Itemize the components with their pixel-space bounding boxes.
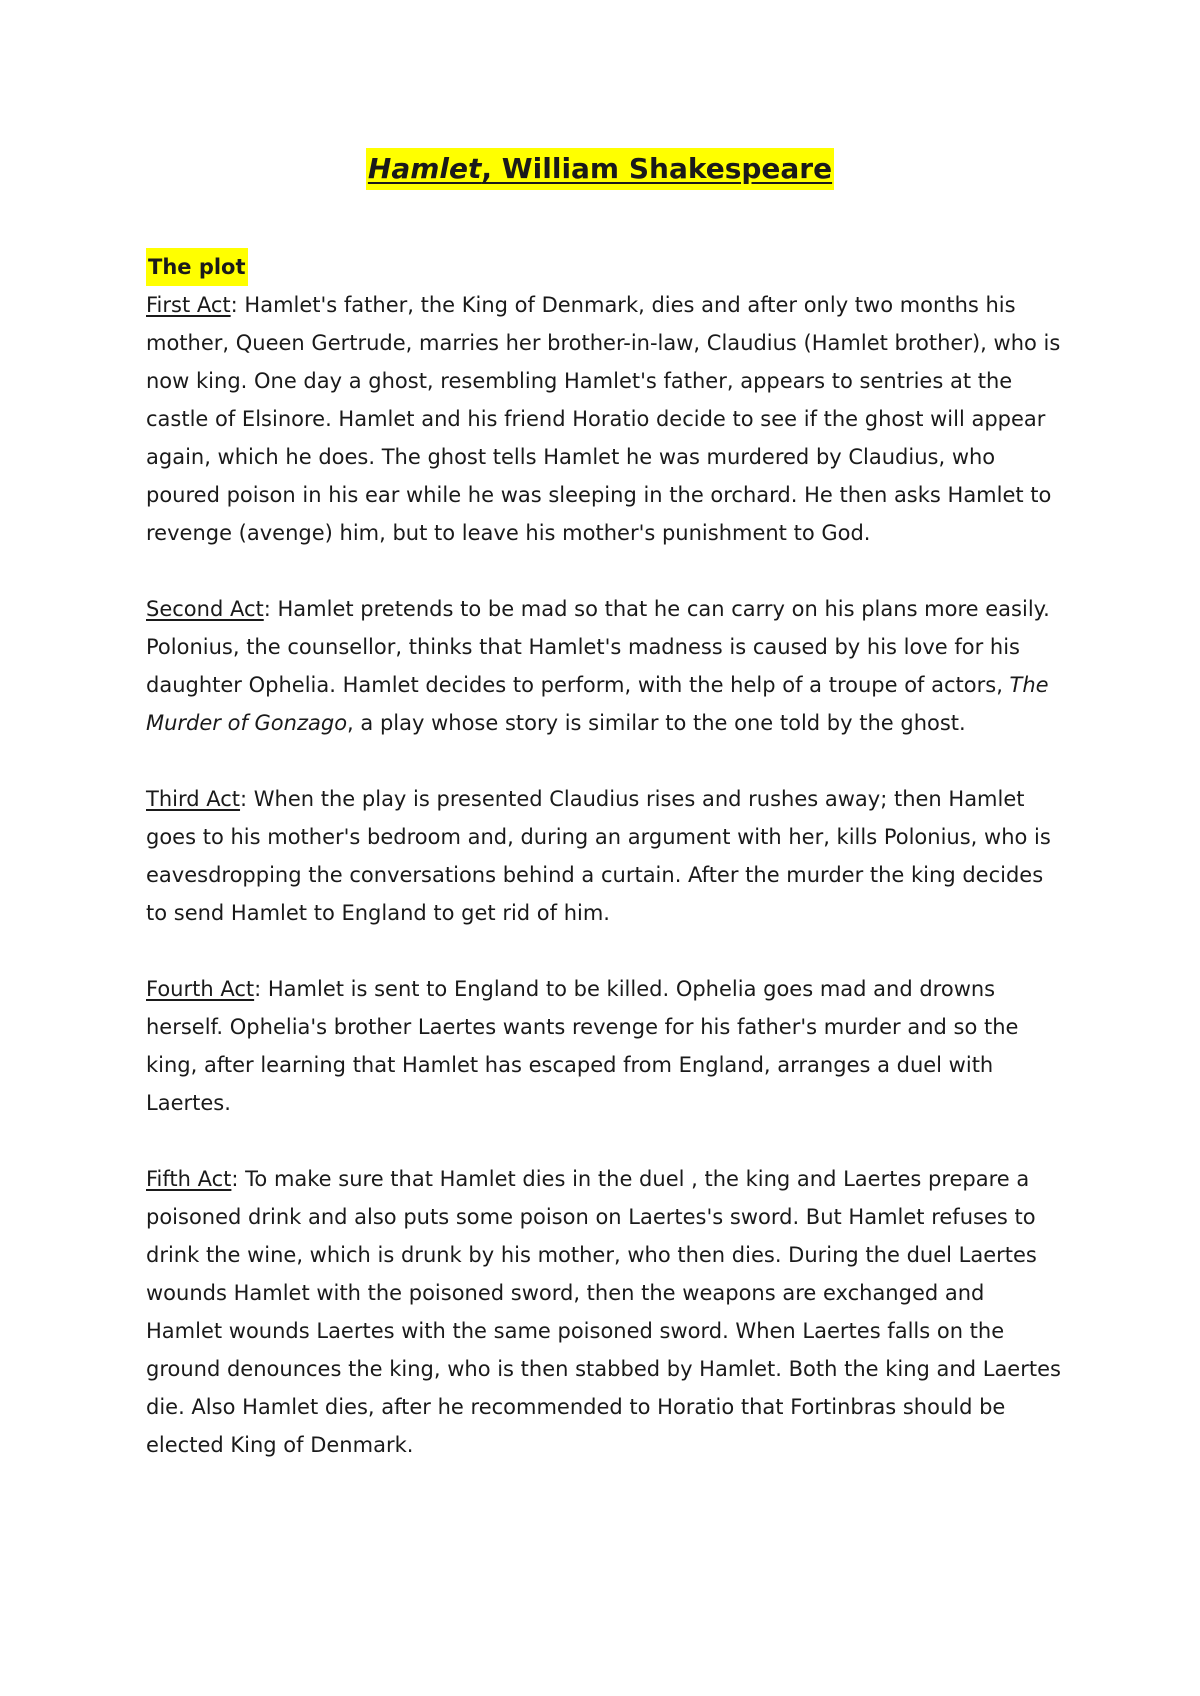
- title-author: , William Shakespeare: [481, 152, 833, 185]
- document-body: [146, 248, 1066, 1502]
- act-label-fourth: Fourth Act: [146, 977, 255, 1001]
- act-text-first: : Hamlet's father, the King of Denmark, dies and after only two months his mother, Queen Gertrude, marries her brother-in-law, Claudius (Hamlet brother), who is now king. One day a ghost, resembling Hamlet's father, appears to sentries at the castle of Elsinore. Hamlet and his friend Horatio decide to see if the ghost will appear again, which he does. The ghost tells Hamlet he was murdered by Claudius, who poured poison in his ear while he was sleeping in the orchard. He then asks Hamlet to revenge (avenge) him, but to leave his mother's punishment to God.: [146, 293, 1061, 545]
- act-label-fifth: Fifth Act: [146, 1167, 232, 1191]
- act-text-third: : When the play is presented Claudius rises and rushes away; then Hamlet goes to his mother's bedroom and, during an argument with her, kills Polonius, who is eavesdropping the conversations behind a curtain. After the murder the king decides to send Hamlet to England to get rid of him.: [146, 787, 1051, 925]
- section-heading: The plot: [146, 248, 248, 286]
- act-paragraph-4: [146, 970, 1066, 1122]
- act-text-second-before: : Hamlet pretends to be mad so that he can carry on his plans more easily. Polonius, the counsellor, thinks that Hamlet's madness is caused by his love for his daughter Ophelia. Hamlet decides to perform, with the help of a troupe of actors,: [146, 597, 1050, 697]
- act-paragraph-3: [146, 780, 1066, 932]
- act-label-first: First Act: [146, 293, 231, 317]
- document-title: [366, 148, 834, 190]
- act-paragraph-2: [146, 590, 1066, 742]
- play-title-inline: The Murder of Gonzago: [146, 673, 1049, 735]
- title-container: [0, 148, 1200, 190]
- act-paragraph-5: [146, 1160, 1066, 1464]
- act-label-second: Second Act: [146, 597, 264, 621]
- act-text-fifth: : To make sure that Hamlet dies in the duel , the king and Laertes prepare a poisoned drink and also puts some poison on Laertes's sword. But Hamlet refuses to drink the wine, which is drunk by his mother, who then dies. During the duel Laertes wounds Hamlet with the poisoned sword, then the weapons are exchanged and Hamlet wounds Laertes with the same poisoned sword. When Laertes falls on the ground denounces the king, who is then stabbed by Hamlet. Both the king and Laertes die. Also Hamlet dies, after he recommended to Horatio that Fortinbras should be elected King of Denmark.: [146, 1167, 1061, 1457]
- act-text-fourth: : Hamlet is sent to England to be killed. Ophelia goes mad and drowns herself. Ophelia's brother Laertes wants revenge for his father's murder and so the king, after learning that Hamlet has escaped from England, arranges a duel with Laertes.: [146, 977, 1019, 1115]
- title-work: Hamlet: [367, 152, 482, 185]
- act-label-third: Third Act: [146, 787, 241, 811]
- section-heading-row: [146, 248, 1066, 286]
- act-paragraph-1: [146, 286, 1066, 552]
- act-text-second-after: , a play whose story is similar to the one told by the ghost.: [347, 711, 966, 735]
